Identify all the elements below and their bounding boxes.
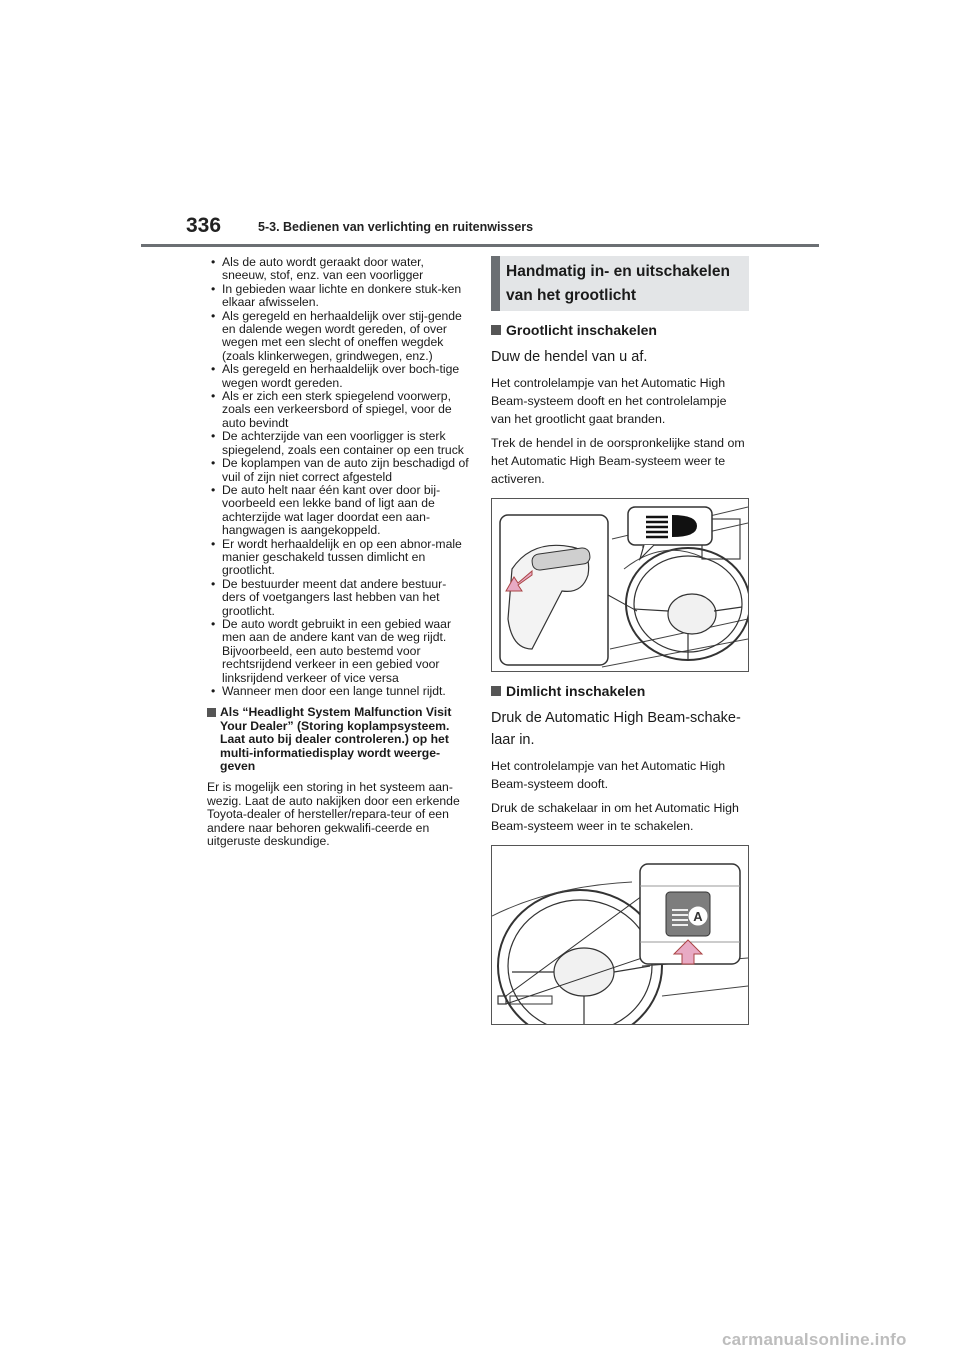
lever-illustration xyxy=(491,498,749,672)
lever-drawing xyxy=(492,499,748,671)
list-item: • De auto wordt gebruikt in een gebied waar men aan de andere kant van de weg rijdt. Bijvoorbeeld, een auto bestemd voor rechtsrijdend verkeer in een gebied voor linksrijdend verkeer of vice versa xyxy=(207,618,469,685)
low-beam-heading xyxy=(491,681,749,701)
low-beam-heading-text: Dimlicht inschakelen xyxy=(506,683,646,699)
list-item: • De auto helt naar één kant over door bij-voorbeeld een lekke band of ligt aan de achterzijde wat lager doordat een aan-hangwagen is aangekoppeld. xyxy=(207,484,469,538)
high-beam-heading xyxy=(491,320,749,340)
section-box-heading: Handmatig in- en uitschakelen van het grootlicht xyxy=(491,256,749,311)
switch-label: A xyxy=(693,909,703,924)
list-item: • De bestuurder meent dat andere bestuur-ders of voetgangers last hebben van het grootlicht. xyxy=(207,578,469,618)
high-beam-text-2: Trek de hendel in de oorspronkelijke stand om het Automatic High Beam-systeem weer te activeren. xyxy=(491,436,745,486)
high-beam-heading-text: Grootlicht inschakelen xyxy=(506,322,657,338)
low-beam-lead: Druk de Automatic High Beam-schake-laar in. xyxy=(491,710,741,748)
list-item: • Als de auto wordt geraakt door water, sneeuw, stof, enz. van een voorligger xyxy=(207,256,469,283)
header-rule xyxy=(141,244,819,247)
square-bullet-icon xyxy=(491,325,501,335)
page-number: 336 xyxy=(186,214,222,237)
list-item: • Er wordt herhaaldelijk en op een abnor-male manier geschakeld tussen dimlicht en grootlicht. xyxy=(207,538,469,578)
switch-drawing xyxy=(492,846,748,1024)
section-title: 5-3. Bedienen van verlichting en ruitenwissers xyxy=(258,220,534,234)
watermark: carmanualsonline.info xyxy=(722,1330,907,1349)
high-beam-text-1: Het controlelampje van het Automatic High Beam-systeem dooft en het controlelampje van het grootlicht gaat branden. xyxy=(491,376,727,426)
list-item: • De achterzijde van een voorligger is sterk spiegelend, zoals een container op een truck xyxy=(207,430,469,457)
high-beam-lead: Duw de hendel van u af. xyxy=(491,349,648,365)
list-item: • Als geregeld en herhaaldelijk over boch-tige wegen wordt gereden. xyxy=(207,363,469,390)
malfunction-heading-text: Als “Headlight System Malfunction Visit Your Dealer” (Storing koplampsysteem. Laat auto bij dealer controleren.) op het multi-informatiedisplay wordt weerge-geven xyxy=(220,705,452,774)
square-bullet-icon xyxy=(207,708,216,717)
list-item: • In gebieden waar lichte en donkere stuk-ken elkaar afwisselen. xyxy=(207,283,469,310)
malfunction-heading xyxy=(207,706,469,773)
list-item: • Wanneer men door een lange tunnel rijdt. xyxy=(207,685,469,698)
condition-list xyxy=(207,256,469,698)
switch-illustration xyxy=(491,845,749,1025)
right-column xyxy=(491,256,749,1025)
square-bullet-icon xyxy=(491,686,501,696)
list-item: • De koplampen van de auto zijn beschadigd of vuil of zijn niet correct afgesteld xyxy=(207,457,469,484)
left-column xyxy=(207,256,469,848)
list-item: • Als geregeld en herhaaldelijk over stij-gende en dalende wegen wordt gereden, of over wegen met een slecht of oneffen wegdek (zoals klinkerwegen, grindwegen, enz.) xyxy=(207,310,469,364)
low-beam-text-2: Druk de schakelaar in om het Automatic High Beam-systeem weer in te schakelen. xyxy=(491,801,739,833)
list-item: • Als er zich een sterk spiegelend voorwerp, zoals een verkeersbord of spiegel, voor de auto bevindt xyxy=(207,390,469,430)
low-beam-text-1: Het controlelampje van het Automatic High Beam-systeem dooft. xyxy=(491,759,726,791)
malfunction-text: Er is mogelijk een storing in het systeem aan-wezig. Laat de auto nakijken door een erkende Toyota-dealer of hersteller/repara-teur of een andere naar behoren gekwalifi-ceerde en uitgeruste deskundige. xyxy=(207,780,460,849)
